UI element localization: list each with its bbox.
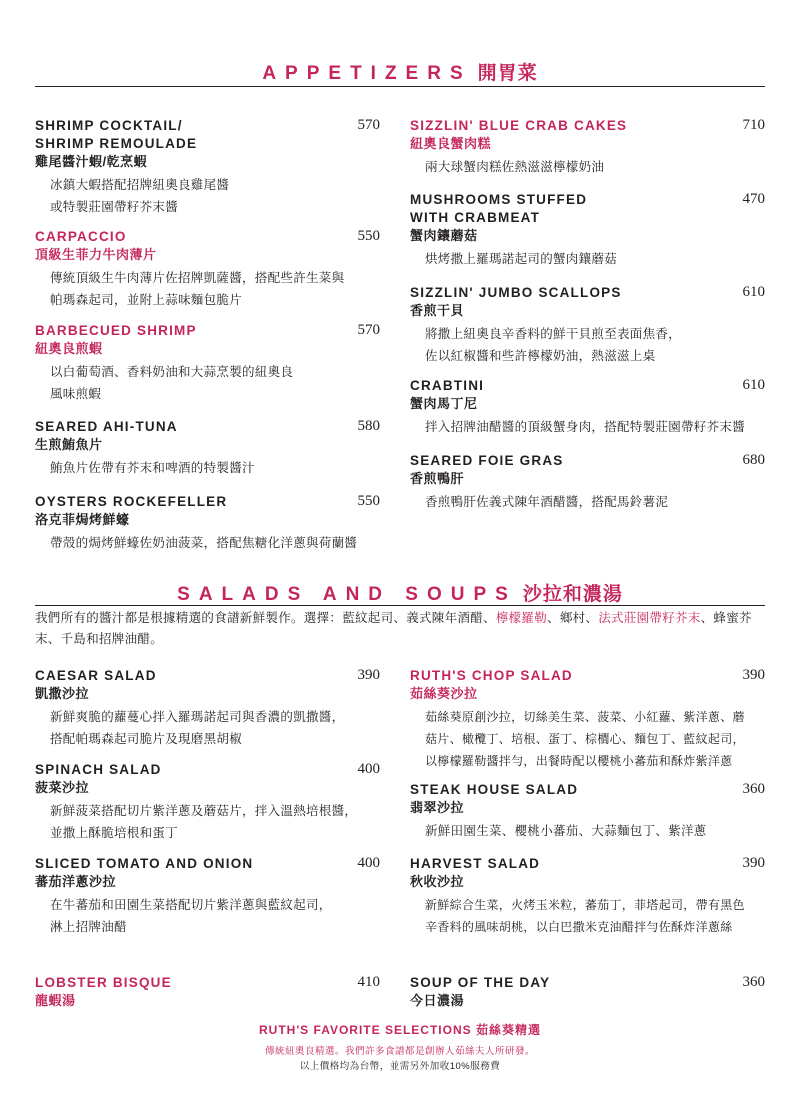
- note-text: 、鄉村、: [547, 611, 599, 625]
- menu-item: [35, 322, 380, 405]
- note-text: 我們所有的醬汁都是根據精選的食譜新鮮製作。選擇：藍紋起司、義式陳年酒醋、: [35, 611, 496, 625]
- item-price: 390: [742, 667, 765, 683]
- item-price: 550: [357, 228, 380, 244]
- menu-item: [410, 667, 765, 772]
- item-name: MUSHROOMS STUFFED WITH CRABMEAT: [410, 192, 588, 225]
- item-description: 新鮮綜合生菜，火烤玉米粒，蕃茄丁，菲塔起司，帶有黑色 辛香料的風味胡桃，以白巴撒米克油醋拌勻佐酥炸洋蔥絲: [425, 898, 745, 934]
- item-price: 710: [742, 117, 765, 133]
- item-name-zh: 香煎干貝: [410, 303, 465, 318]
- menu-item: [35, 667, 380, 750]
- item-price: 410: [357, 974, 380, 990]
- item-name: SIZZLIN' BLUE CRAB CAKES: [410, 118, 628, 133]
- appetizers-title-zh: 開胃菜: [477, 63, 538, 84]
- appetizers-title: [0, 58, 800, 85]
- item-name: CARPACCIO: [35, 229, 127, 244]
- item-price: 360: [742, 781, 765, 797]
- note-text: 、蜂蜜芥末、千島和招牌油醋。: [35, 611, 752, 646]
- item-name: HARVEST SALAD: [410, 856, 541, 871]
- item-price: 360: [742, 974, 765, 990]
- item-price: 580: [357, 418, 380, 434]
- item-name-zh: 龍蝦湯: [35, 993, 76, 1008]
- item-description: 鮪魚片佐帶有芥末和啤酒的特製醬汁: [50, 461, 255, 475]
- item-name: CAESAR SALAD: [35, 668, 157, 683]
- menu-item: [410, 377, 765, 438]
- item-description: 香煎鴨肝佐義式陳年酒醋醬，搭配馬鈴薯泥: [425, 495, 669, 509]
- item-description: 傳統頂級生牛肉薄片佐招牌凱薩醬，搭配些許生菜與 帕瑪森起司，並附上蒜味麵包脆片: [50, 271, 345, 307]
- menu-item: [35, 761, 380, 844]
- item-name-zh: 秋收沙拉: [410, 874, 465, 889]
- menu-item: [35, 493, 380, 554]
- item-name-zh: 茹絲葵沙拉: [410, 686, 478, 701]
- item-description: 新鮮田園生菜、櫻桃小蕃茄、大蒜麵包丁、紫洋蔥: [425, 824, 707, 838]
- salads-title-en: SALADS AND SOUPS: [177, 584, 517, 605]
- item-name: SPINACH SALAD: [35, 762, 162, 777]
- menu-item: [35, 117, 380, 218]
- item-price: 550: [357, 493, 380, 509]
- section-divider: [35, 86, 765, 87]
- menu-item: [410, 974, 765, 1010]
- menu-item: [35, 855, 380, 938]
- item-name: BARBECUED SHRIMP: [35, 323, 197, 338]
- item-name-zh: 洛克菲焗烤鮮蠔: [35, 512, 130, 527]
- item-description: 拌入招牌油醋醬的頂級蟹身肉，搭配特製莊園帶籽芥末醬: [425, 420, 746, 434]
- appetizers-title-en: APPETIZERS: [262, 63, 472, 84]
- menu-item: [410, 191, 765, 270]
- item-description: 新鮮菠菜搭配切片紫洋蔥及蘑菇片，拌入溫熱培根醬， 並撒上酥脆培根和蛋丁: [50, 804, 358, 840]
- item-description: 帶殼的焗烤鮮蠔佐奶油菠菜，搭配焦糖化洋蔥與荷蘭醬: [50, 536, 358, 550]
- item-price: 390: [357, 667, 380, 683]
- menu-item: [410, 452, 765, 513]
- item-price: 470: [742, 191, 765, 207]
- salads-title: [0, 579, 800, 606]
- item-name: SEARED FOIE GRAS: [410, 453, 564, 468]
- note-highlight: 法式莊園帶籽芥末: [598, 611, 701, 625]
- menu-item: [35, 974, 380, 1010]
- item-price: 570: [357, 117, 380, 133]
- item-name: STEAK HOUSE SALAD: [410, 782, 579, 797]
- item-description: 以白葡萄酒、香料奶油和大蒜烹製的紐奧良 風味煎蝦: [50, 365, 294, 401]
- item-name: LOBSTER BISQUE: [35, 975, 172, 990]
- item-name: OYSTERS ROCKEFELLER: [35, 494, 228, 509]
- item-name-zh: 香煎鴨肝: [410, 471, 465, 486]
- item-price: 680: [742, 452, 765, 468]
- item-name-zh: 頂級生菲力牛肉薄片: [35, 247, 157, 262]
- item-name: SLICED TOMATO AND ONION: [35, 856, 254, 871]
- item-description: 茹絲葵原創沙拉，切絲美生菜、菠菜、小紅蘿、紫洋蔥、蘑 菇片、橄欖丁、培根、蛋丁、棕櫚心、麵包丁、藍紋起司， 以檸檬羅勒醬拌勻，出餐時配以櫻桃小蕃茄和酥炸紫洋蔥: [425, 710, 745, 768]
- item-price: 570: [357, 322, 380, 338]
- section-divider: [35, 605, 765, 606]
- menu-item: [35, 228, 380, 311]
- item-price: 390: [742, 855, 765, 871]
- item-name-zh: 雞尾醬汁蝦/乾烹蝦: [35, 154, 148, 169]
- item-name-zh: 生煎鮪魚片: [35, 437, 103, 452]
- price-note: 以上價格均為台幣，並需另外加收10%服務費: [299, 1061, 501, 1072]
- item-name-zh: 蟹肉馬丁尼: [410, 396, 478, 411]
- item-name-zh: 紐奧良煎蝦: [35, 341, 103, 356]
- item-description: 冰鎮大蝦搭配招牌紐奧良雞尾醬 或特製莊園帶籽芥末醬: [50, 178, 230, 214]
- item-name-zh: 今日濃湯: [410, 993, 465, 1008]
- item-description: 烘烤撒上羅瑪諾起司的蟹肉鑲蘑菇: [425, 252, 618, 266]
- dressing-note: [35, 608, 765, 650]
- item-price: 400: [357, 761, 380, 777]
- item-name: SHRIMP COCKTAIL/ SHRIMP REMOULADE: [35, 118, 198, 151]
- item-name-zh: 蕃茄洋蔥沙拉: [35, 874, 117, 889]
- menu-item: [35, 418, 380, 479]
- item-name-zh: 菠菜沙拉: [35, 780, 90, 795]
- menu-item: [410, 284, 765, 367]
- item-price: 610: [742, 284, 765, 300]
- menu-item: [410, 117, 765, 178]
- note-highlight: 檸檬羅勒: [495, 611, 548, 625]
- item-name-zh: 翡翠沙拉: [410, 800, 465, 815]
- item-price: 400: [357, 855, 380, 871]
- item-name: SIZZLIN' JUMBO SCALLOPS: [410, 285, 622, 300]
- item-name-zh: 凱撒沙拉: [35, 686, 90, 701]
- item-name: CRABTINI: [410, 378, 485, 393]
- item-name: SEARED AHI-TUNA: [35, 419, 178, 434]
- menu-item: [410, 855, 765, 938]
- item-name-zh: 蟹肉鑲蘑菇: [410, 228, 478, 243]
- menu-item: [410, 781, 765, 842]
- salads-title-zh: 沙拉和濃湯: [522, 584, 623, 605]
- item-name-zh: 紐奧良蟹肉糕: [410, 136, 492, 151]
- item-name: RUTH'S CHOP SALAD: [410, 668, 573, 683]
- item-price: 610: [742, 377, 765, 393]
- favorites-note: 傳統紐奧良精選。我們許多食譜都是創辦人茹絲夫人所研發。: [264, 1046, 535, 1057]
- favorites-heading: RUTH'S FAVORITE SELECTIONS 茹絲葵精選: [259, 1023, 541, 1037]
- item-description: 兩大球蟹肉糕佐熱滋滋檸檬奶油: [425, 160, 605, 174]
- item-name: SOUP OF THE DAY: [410, 975, 551, 990]
- item-description: 將撒上紐奧良辛香料的鮮干貝煎至表面焦香， 佐以紅椒醬和些許檸檬奶油，熱滋滋上桌: [425, 327, 682, 363]
- item-description: 在牛蕃茄和田園生菜搭配切片紫洋蔥與藍紋起司， 淋上招牌油醋: [50, 898, 332, 934]
- item-description: 新鮮爽脆的蘿蔓心拌入羅瑪諾起司與香濃的凱撒醬， 搭配帕瑪森起司脆片及現磨黑胡椒: [50, 710, 345, 746]
